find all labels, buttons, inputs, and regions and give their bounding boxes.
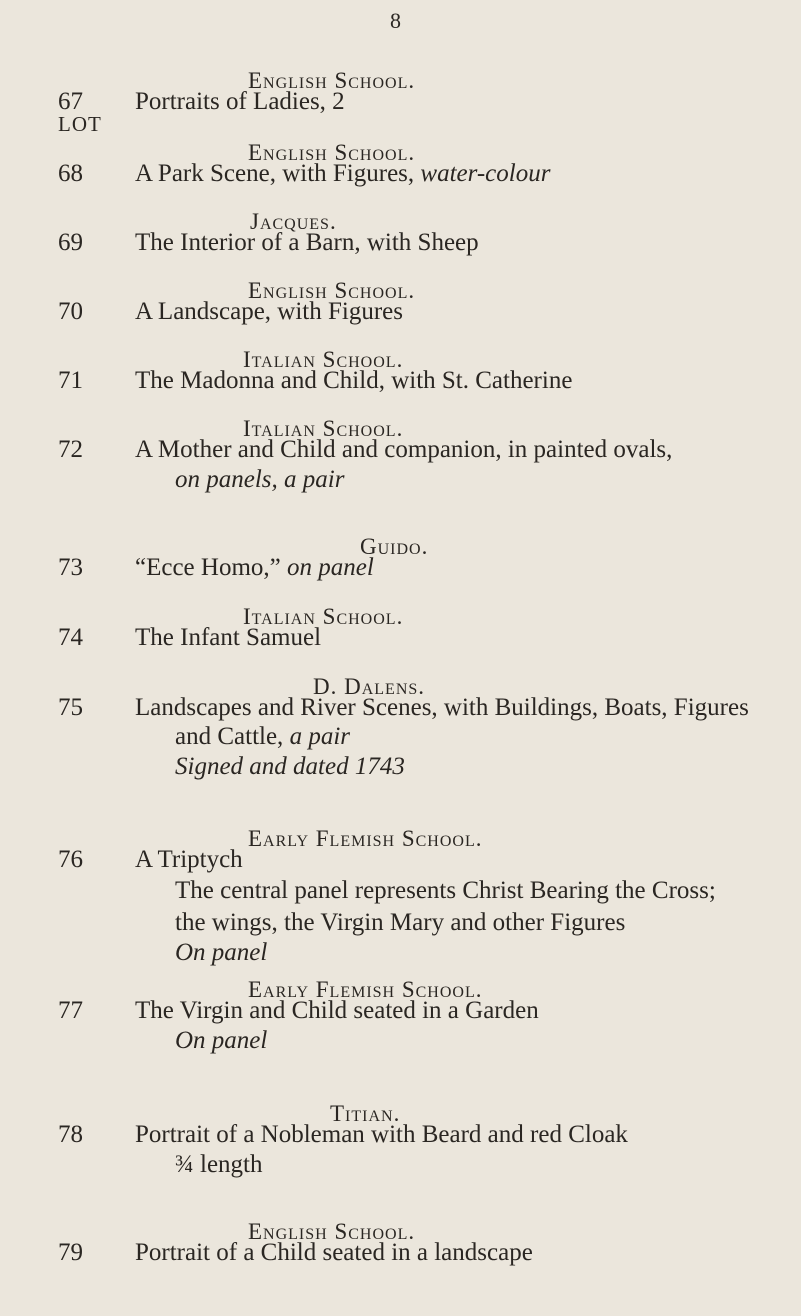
lot-description-line [135, 229, 479, 257]
lot-description-text: A Park Scene, with Figures, [135, 160, 421, 187]
lot-artist: Early Flemish School. [248, 826, 483, 851]
lot-description-text: The Infant Samuel [135, 624, 322, 651]
lot-artist: English School. [248, 1219, 416, 1244]
lot-artist: Italian School. [243, 347, 404, 372]
lot-description-line [135, 298, 403, 326]
lot-number: 68 [58, 160, 83, 187]
lot-description-text: Portrait of a Nobleman with Beard and red Cloak [135, 1121, 628, 1148]
lot-description-line [175, 723, 350, 751]
lot-description-text: A Mother and Child and companion, in painted ovals, [135, 436, 673, 463]
lot-description-line [135, 554, 374, 582]
page-number: 8 [390, 8, 401, 33]
lot-description-line [175, 909, 625, 937]
lot-number: 73 [58, 554, 83, 581]
lot-artist: English School. [248, 140, 416, 165]
lot-description-line [175, 939, 267, 967]
lot-description-line [135, 1239, 533, 1267]
lot-description-line [175, 877, 716, 905]
lot-number: 78 [58, 1121, 83, 1148]
lot-number: 69 [58, 229, 83, 256]
lot-number: 79 [58, 1239, 83, 1266]
lot-number: 77 [58, 997, 83, 1024]
lot-description-text: Portrait of a Child seated in a landscape [135, 1239, 533, 1266]
lot-description-text: ¾ length [175, 1151, 263, 1178]
lot-description-text: and Cattle, [175, 723, 290, 750]
lot-artist: Early Flemish School. [248, 977, 483, 1002]
lot-artist: D. Dalens. [313, 674, 426, 699]
lot-artist: Guido. [360, 534, 429, 559]
lot-description-italic: On panel [175, 939, 268, 966]
lot-description-italic: a pair [289, 723, 350, 750]
lot-description-line [135, 436, 672, 464]
lot-number: 71 [58, 367, 83, 394]
lot-description-italic: on panel [287, 554, 374, 581]
lot-description-line [135, 624, 321, 652]
lot-number: 76 [58, 846, 83, 873]
lot-artist: Jacques. [250, 209, 337, 234]
lot-description-line [135, 694, 749, 722]
lot-description-italic: Signed and dated 1743 [175, 753, 405, 780]
lot-column-header: LOT [58, 112, 102, 136]
lot-description-line [175, 753, 405, 781]
lot-description-text: A Landscape, with Figures [135, 298, 404, 325]
lot-artist: English School. [248, 68, 416, 93]
lot-number: 75 [58, 694, 83, 721]
lot-artist: Titian. [330, 1101, 401, 1126]
lot-description-text: the wings, the Virgin Mary and other Figures [175, 909, 626, 936]
lot-description-line [135, 160, 550, 188]
lot-description-italic: On panel [175, 1027, 268, 1054]
lot-description-line [175, 466, 344, 494]
lot-description-line [175, 1027, 267, 1055]
lot-description-italic: water-colour [420, 160, 551, 187]
lot-artist: Italian School. [243, 604, 404, 629]
lot-description-line [135, 88, 345, 116]
lot-description-text: Portraits of Ladies, 2 [135, 88, 345, 115]
lot-number: 74 [58, 624, 83, 651]
lot-number: 72 [58, 436, 83, 463]
lot-description-line [175, 1151, 263, 1179]
lot-description-line [135, 997, 539, 1025]
lot-artist: Italian School. [243, 416, 404, 441]
lot-description-text: “Ecce Homo,” [135, 554, 288, 581]
lot-description-line [135, 367, 572, 395]
lot-description-line [135, 1121, 628, 1149]
lot-description-text: The Interior of a Barn, with Sheep [135, 229, 479, 256]
lot-description-text: The Madonna and Child, with St. Catherine [135, 367, 573, 394]
lot-description-italic: on panels, a pair [175, 466, 345, 493]
lot-artist: English School. [248, 278, 416, 303]
lot-description-text: The central panel represents Christ Bearing the Cross; [175, 877, 716, 904]
lot-description-text: Landscapes and River Scenes, with Buildings, Boats, Figures [135, 694, 749, 721]
lot-number: 67 [58, 88, 83, 115]
lot-description-text: A Triptych [135, 846, 243, 873]
lot-description-text: The Virgin and Child seated in a Garden [135, 997, 539, 1024]
lot-description-line [135, 846, 243, 874]
lot-number: 70 [58, 298, 83, 325]
